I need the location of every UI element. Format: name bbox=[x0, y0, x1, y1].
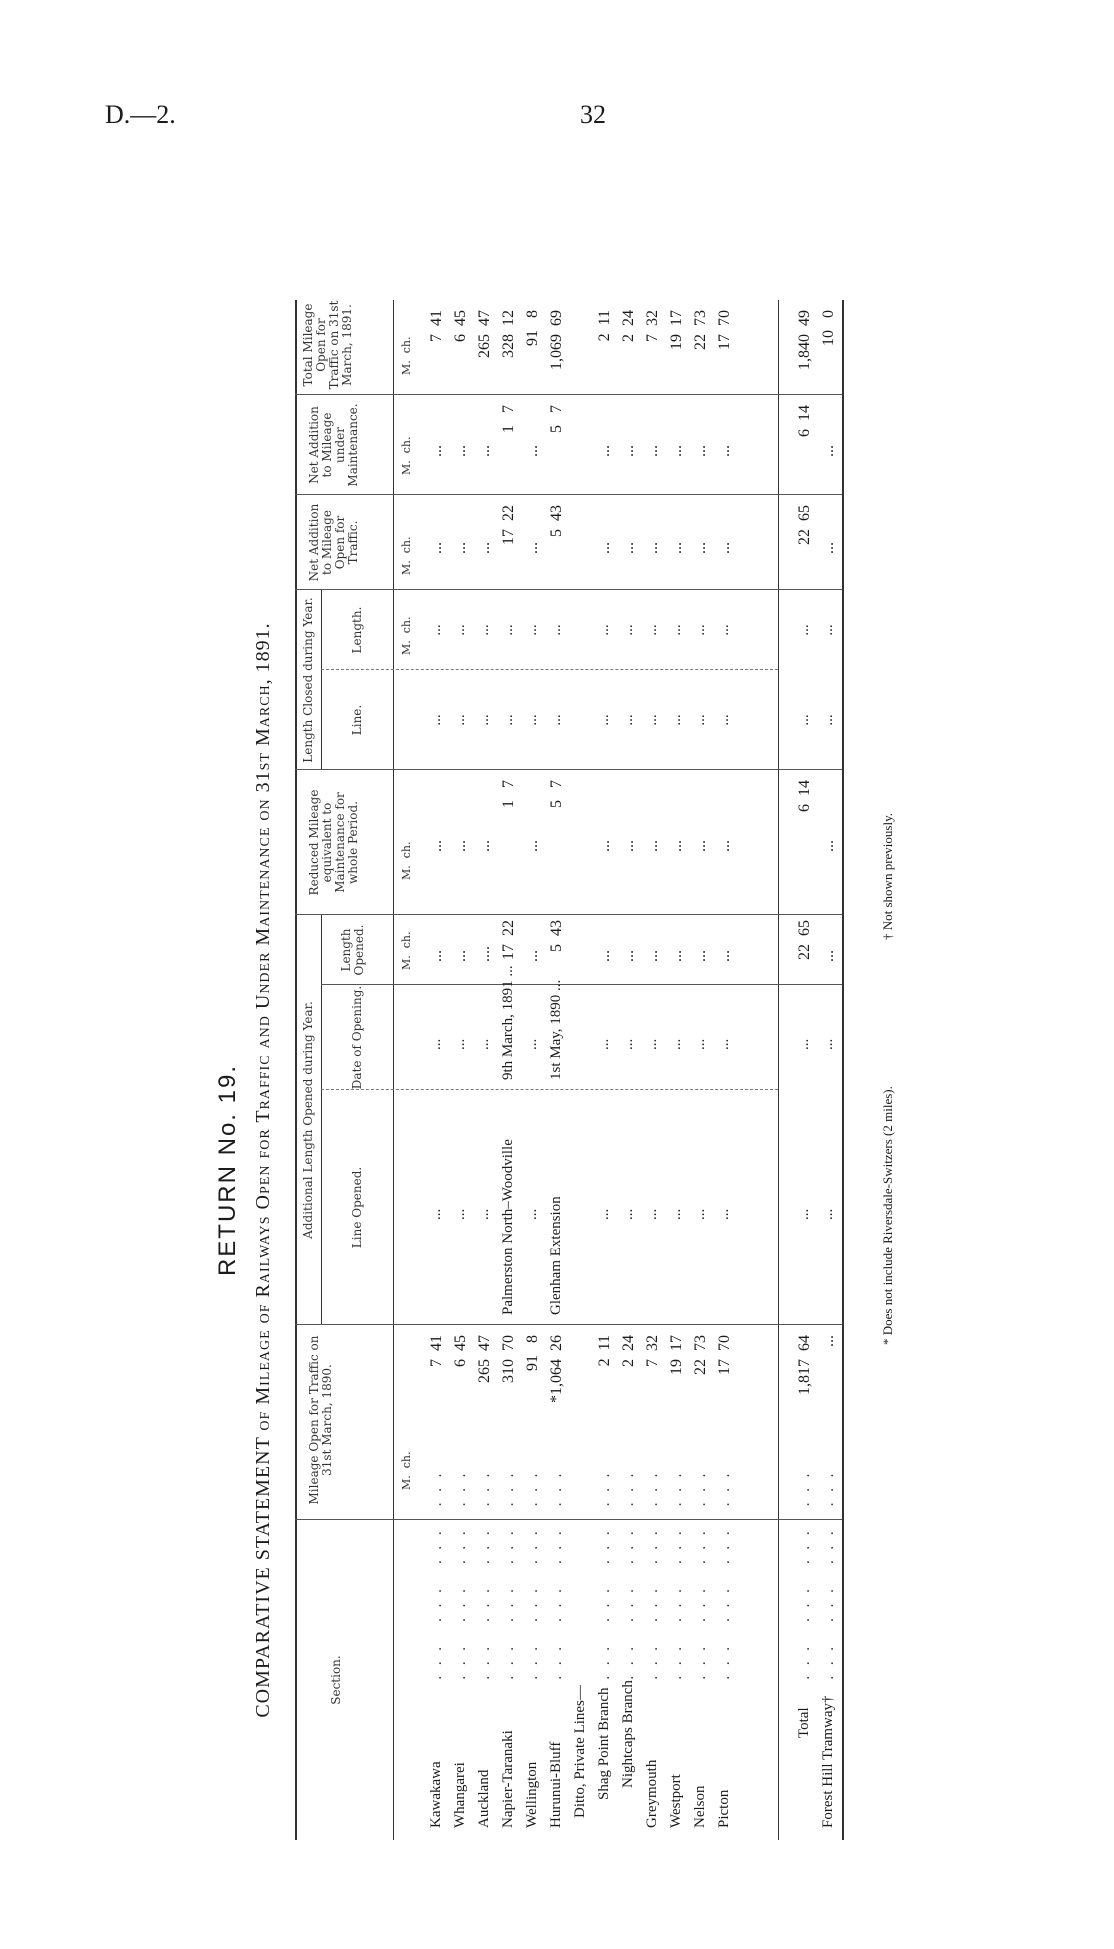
header-section: Section. bbox=[329, 1655, 343, 1705]
cell-net-maint: ... bbox=[596, 445, 613, 457]
cell-net-open: ... bbox=[476, 542, 493, 554]
cell-total: 328 12 bbox=[500, 310, 517, 358]
cell-len: ... bbox=[716, 950, 733, 962]
dot-leader: ... ... ... ... bbox=[693, 1463, 709, 1680]
cell-len: ... bbox=[668, 950, 685, 962]
col-rule bbox=[295, 394, 842, 395]
cell-date: 9th March, 1891 ... bbox=[500, 965, 516, 1080]
dot-leader: ... ... ... ... bbox=[621, 1463, 637, 1680]
cell-line: ... bbox=[692, 1208, 708, 1220]
dot-leader: ... ... ... ... bbox=[549, 1463, 565, 1680]
dot-leader: ... ... ... ... bbox=[821, 1463, 837, 1680]
cell-net-open: ... bbox=[692, 542, 709, 554]
row-section-label: Nelson bbox=[692, 1785, 708, 1828]
table-bottom-rule bbox=[842, 300, 844, 1840]
cell-len: 17 22 bbox=[500, 920, 517, 960]
cell-date: ... bbox=[524, 1038, 540, 1050]
cell-line: Glenham Extension bbox=[548, 1196, 564, 1315]
header-bottom-rule bbox=[393, 300, 394, 1840]
cell-m1890: 91 8 bbox=[524, 1335, 541, 1371]
cell-cl-len: ... bbox=[500, 624, 516, 636]
header-net-addition-maintenance: Net Addition to Mileage under Maintenance. bbox=[307, 403, 360, 487]
cell-net-maint: ... bbox=[524, 445, 541, 457]
cell-net-open: ... bbox=[644, 542, 661, 554]
row-section-label: Greymouth bbox=[644, 1759, 660, 1828]
cell-cl-len: ... bbox=[452, 624, 468, 636]
cell-cl-line: ... bbox=[596, 714, 612, 726]
cell-net-maint: ... bbox=[692, 445, 709, 457]
cell-cl-len: ... bbox=[716, 624, 732, 636]
row-section-label: Auckland bbox=[476, 1769, 492, 1828]
col-rule bbox=[295, 589, 842, 590]
cell-reduced: ... bbox=[524, 840, 541, 852]
cell-m1890: 19 17 bbox=[668, 1335, 685, 1375]
cell-total: 2 24 bbox=[620, 310, 637, 342]
cell-date: ... bbox=[692, 1038, 708, 1050]
cell-net-open: ... bbox=[716, 542, 733, 554]
cell-len: ... bbox=[524, 950, 541, 962]
cell-cl-len: ... bbox=[796, 624, 812, 636]
cell-len: 22 65 bbox=[796, 920, 813, 960]
cell-net-open: 22 65 bbox=[796, 505, 813, 545]
page-number: 32 bbox=[580, 100, 606, 129]
closed-subheader-rule bbox=[321, 590, 322, 770]
header-length-closed: Length Closed during Year. bbox=[301, 597, 315, 763]
cell-date: ... bbox=[644, 1038, 660, 1050]
cell-cl-len: ... bbox=[668, 624, 684, 636]
dot-leader: ... ... ... ... bbox=[717, 1463, 733, 1680]
cell-date: ... bbox=[596, 1038, 612, 1050]
cell-date: ... bbox=[820, 1038, 836, 1050]
units-label: M. ch. bbox=[400, 841, 413, 880]
cell-net-maint: ... bbox=[668, 445, 685, 457]
units-label: M. ch. bbox=[400, 336, 413, 375]
cell-cl-len: ... bbox=[476, 624, 492, 636]
cell-net-open: ... bbox=[620, 542, 637, 554]
cell-line: ... bbox=[452, 1208, 468, 1220]
cell-net-open: ... bbox=[452, 542, 469, 554]
return-title: RETURN No. 19. bbox=[214, 1063, 241, 1277]
cell-m1890: 1,817 64 bbox=[796, 1335, 813, 1395]
cell-cl-line: ... bbox=[620, 714, 636, 726]
cell-m1890: 2 24 bbox=[620, 1335, 637, 1367]
cell-net-maint: 6 14 bbox=[796, 405, 813, 437]
row-section-label: Westport bbox=[668, 1774, 684, 1828]
cell-date: 1st May, 1890 ... bbox=[548, 979, 564, 1080]
dot-leader: ... ... ... ... bbox=[669, 1463, 685, 1680]
cell-reduced: ... bbox=[428, 840, 445, 852]
row-section-label: Ditto, Private Lines— bbox=[572, 1685, 588, 1818]
cell-len: ... bbox=[620, 950, 637, 962]
dot-leader: ... ... ... ... bbox=[429, 1463, 445, 1680]
cell-reduced: 5 7 bbox=[548, 780, 565, 808]
cell-line: ... bbox=[596, 1208, 612, 1220]
units-label: M. ch. bbox=[400, 536, 413, 575]
header-reduced-mileage: Reduced Mileage equivalent to Maintenance for whole Period. bbox=[307, 789, 360, 896]
cell-date: ... bbox=[796, 1038, 812, 1050]
row-section-label: Whangarei bbox=[452, 1762, 468, 1828]
cell-cl-line: ... bbox=[500, 714, 516, 726]
col-rule bbox=[295, 914, 842, 915]
cell-net-open: ... bbox=[820, 542, 837, 554]
cell-cl-line: ... bbox=[820, 714, 836, 726]
cell-total: 19 17 bbox=[668, 310, 685, 350]
cell-date: ... bbox=[668, 1038, 684, 1050]
table-top-rule bbox=[295, 300, 297, 1840]
cell-cl-line: ... bbox=[452, 714, 468, 726]
cell-line: ... bbox=[620, 1208, 636, 1220]
cell-m1890: 2 11 bbox=[596, 1335, 613, 1367]
dot-leader: ... ... ... ... bbox=[453, 1463, 469, 1680]
cell-date: ... bbox=[428, 1038, 444, 1050]
body-bottom-rule bbox=[778, 300, 779, 1840]
row-section-label: Wellington bbox=[524, 1761, 540, 1828]
cell-cl-len: ... bbox=[820, 624, 836, 636]
col-rule bbox=[295, 1324, 842, 1325]
footnote-dagger: † Not shown previously. bbox=[880, 813, 895, 940]
row-section-label: Hurunui-Bluff bbox=[548, 1741, 564, 1828]
cell-len: ... bbox=[820, 950, 837, 962]
statement-title-text: COMPARATIVE STATEMENT of Mileage of Railways Open for Traffic and Under Maintenance on 31st March, 1891. bbox=[252, 622, 274, 1718]
header-line-opened: Line Opened. bbox=[350, 1166, 364, 1249]
col-rule bbox=[321, 1089, 778, 1090]
row-section-label: Shag Point Branch bbox=[596, 1687, 612, 1800]
cell-reduced: ... bbox=[820, 840, 837, 852]
header-closed-line: Line. bbox=[350, 704, 364, 736]
units-label: M. ch. bbox=[400, 616, 413, 655]
cell-cl-len: ... bbox=[620, 624, 636, 636]
cell-m1890: 7 41 bbox=[428, 1335, 445, 1367]
cell-cl-len: ... bbox=[644, 624, 660, 636]
cell-date: ... bbox=[716, 1038, 732, 1050]
cell-reduced: ... bbox=[476, 840, 493, 852]
cell-date: ... bbox=[476, 1038, 492, 1050]
cell-net-open: 17 22 bbox=[500, 505, 517, 545]
cell-m1890: 6 45 bbox=[452, 1335, 469, 1367]
footnote-star: * Does not include Riversdale-Switzers (2 miles). bbox=[880, 1086, 895, 1345]
cell-total: 10 0 bbox=[820, 310, 837, 346]
cell-cl-line: ... bbox=[668, 714, 684, 726]
cell-net-maint: ... bbox=[644, 445, 661, 457]
cell-cl-len: ... bbox=[596, 624, 612, 636]
cell-net-maint: ... bbox=[620, 445, 637, 457]
col-rule bbox=[295, 494, 842, 495]
units-label: M. ch. bbox=[400, 1451, 413, 1490]
cell-line: ... bbox=[524, 1208, 540, 1220]
cell-m1890: 7 32 bbox=[644, 1335, 661, 1367]
units-label: M. ch. bbox=[400, 436, 413, 475]
col-rule bbox=[321, 984, 842, 985]
header-closed-length: Length. bbox=[350, 606, 364, 654]
cell-net-maint: 5 7 bbox=[548, 405, 565, 433]
cell-line: ... bbox=[476, 1208, 492, 1220]
cell-len: ... bbox=[692, 950, 709, 962]
cell-net-maint: ... bbox=[452, 445, 469, 457]
cell-net-open: 5 43 bbox=[548, 505, 565, 537]
statement-title bbox=[252, 500, 275, 1840]
document-reference: D.—2. bbox=[105, 100, 176, 129]
cell-reduced: 6 14 bbox=[796, 780, 813, 812]
cell-cl-line: ... bbox=[796, 714, 812, 726]
dot-leader: ... ... ... ... bbox=[477, 1463, 493, 1680]
cell-cl-len: ... bbox=[524, 624, 540, 636]
cell-reduced: ... bbox=[668, 840, 685, 852]
cell-total: 22 73 bbox=[692, 310, 709, 350]
cell-net-maint: 1 7 bbox=[500, 405, 517, 433]
cell-m1890: 17 70 bbox=[716, 1335, 733, 1375]
cell-reduced: ... bbox=[692, 840, 709, 852]
cell-cl-line: ... bbox=[644, 714, 660, 726]
cell-line: ... bbox=[716, 1208, 732, 1220]
cell-total: 7 32 bbox=[644, 310, 661, 342]
cell-len: .... bbox=[476, 946, 493, 962]
cell-line: ... bbox=[428, 1208, 444, 1220]
cell-total: 1,069 69 bbox=[548, 310, 565, 370]
cell-len: ... bbox=[452, 950, 469, 962]
cell-net-maint: ... bbox=[716, 445, 733, 457]
units-label: M. ch. bbox=[400, 931, 413, 970]
cell-cl-line: ... bbox=[476, 714, 492, 726]
row-section-label: Kawakawa bbox=[428, 1761, 444, 1828]
cell-total: 2 11 bbox=[596, 310, 613, 342]
row-section-label: Napier-Taranaki bbox=[500, 1730, 516, 1828]
cell-reduced: ... bbox=[644, 840, 661, 852]
row-section-label: Total bbox=[796, 1707, 812, 1738]
cell-line: ... bbox=[820, 1208, 836, 1220]
cell-cl-len: ... bbox=[428, 624, 444, 636]
header-additional: Additional Length Opened during Year. bbox=[301, 1001, 315, 1239]
cell-cl-line: ... bbox=[524, 714, 540, 726]
dot-leader: ... ... ... ... bbox=[525, 1463, 541, 1680]
col-rule bbox=[295, 769, 842, 770]
cell-net-maint: ... bbox=[476, 445, 493, 457]
cell-m1890: ... bbox=[820, 1335, 837, 1347]
dot-leader: ... ... ... ... bbox=[645, 1463, 661, 1680]
cell-reduced: ... bbox=[452, 840, 469, 852]
cell-net-open: ... bbox=[668, 542, 685, 554]
cell-cl-line: ... bbox=[548, 714, 564, 726]
cell-cl-len: ... bbox=[548, 624, 564, 636]
header-total-1891: Total Mileage Open for Traffic on 31st March, 1891. bbox=[301, 300, 354, 390]
cell-m1890: *1,064 26 bbox=[548, 1335, 565, 1403]
header-net-addition-open: Net Addition to Mileage Open for Traffic. bbox=[307, 503, 360, 582]
dot-leader: ... ... ... ... bbox=[597, 1463, 613, 1680]
additional-subheader-rule bbox=[321, 915, 322, 1325]
cell-date: ... bbox=[620, 1038, 636, 1050]
cell-date: ... bbox=[452, 1038, 468, 1050]
cell-reduced: 1 7 bbox=[500, 780, 517, 808]
cell-cl-len: ... bbox=[692, 624, 708, 636]
cell-net-maint: ... bbox=[428, 445, 445, 457]
cell-net-open: ... bbox=[428, 542, 445, 554]
cell-len: ... bbox=[644, 950, 661, 962]
cell-line: Palmerston North–Woodville bbox=[500, 1139, 516, 1315]
cell-total: 7 41 bbox=[428, 310, 445, 342]
cell-total: 265 47 bbox=[476, 310, 493, 358]
header-date-of-opening: Date of Opening. bbox=[350, 985, 364, 1090]
cell-m1890: 22 73 bbox=[692, 1335, 709, 1375]
cell-cl-line: ... bbox=[428, 714, 444, 726]
cell-len: ... bbox=[428, 950, 445, 962]
header-length-opened: Length Opened. bbox=[339, 924, 366, 976]
cell-line: ... bbox=[668, 1208, 684, 1220]
row-section-label: Forest Hill Tramway† bbox=[820, 1695, 836, 1828]
cell-net-open: ... bbox=[596, 542, 613, 554]
cell-net-open: ... bbox=[524, 542, 541, 554]
cell-reduced: ... bbox=[620, 840, 637, 852]
cell-m1890: 310 70 bbox=[500, 1335, 517, 1383]
cell-total: 6 45 bbox=[452, 310, 469, 342]
cell-cl-line: ... bbox=[692, 714, 708, 726]
cell-m1890: 265 47 bbox=[476, 1335, 493, 1383]
cell-line: ... bbox=[796, 1208, 812, 1220]
cell-line: ... bbox=[644, 1208, 660, 1220]
rotated-table-block bbox=[200, 140, 920, 1840]
cell-reduced: ... bbox=[716, 840, 733, 852]
cell-cl-line: ... bbox=[716, 714, 732, 726]
cell-total: 1,840 49 bbox=[796, 310, 813, 370]
cell-net-maint: ... bbox=[820, 445, 837, 457]
dot-leader: ... ... ... ... bbox=[501, 1463, 517, 1680]
col-rule bbox=[295, 1519, 842, 1520]
row-section-label: Picton bbox=[716, 1789, 732, 1828]
row-section-label: Nightcaps Branch bbox=[620, 1680, 636, 1788]
cell-reduced: ... bbox=[596, 840, 613, 852]
cell-len: ... bbox=[596, 950, 613, 962]
header-mileage-1890: Mileage Open for Traffic on 31st March, 1890. bbox=[307, 1335, 334, 1505]
cell-total: 17 70 bbox=[716, 310, 733, 350]
cell-len: 5 43 bbox=[548, 920, 565, 952]
cell-total: 91 8 bbox=[524, 310, 541, 346]
dot-leader: ... ... ... ... bbox=[797, 1463, 813, 1680]
